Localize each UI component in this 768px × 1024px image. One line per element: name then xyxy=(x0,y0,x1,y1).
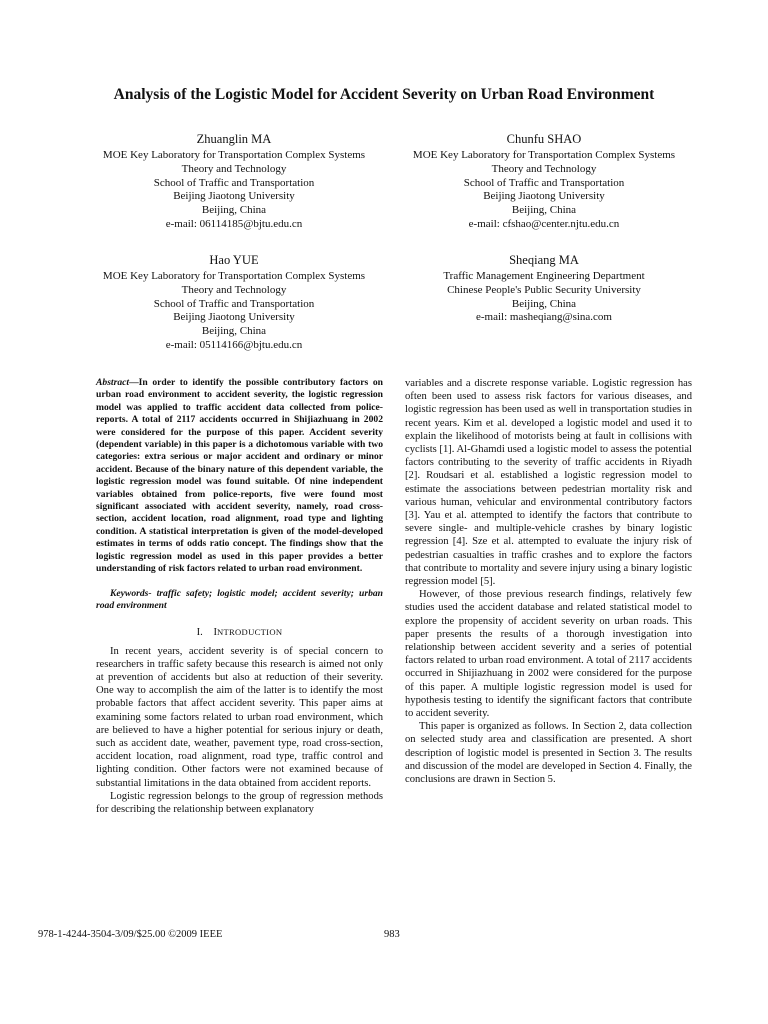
section-heading xyxy=(96,626,383,639)
body-paragraph: However, of those previous research findings, relatively few studies used the accident database and related statistical model to explore the propensity of accident severity on urban roads. This paper presents the results of a thorough investigation into relationship between accident severity and a series of potential factors related to urban road environment. A total of 2117 accidents occurred in Shijiazhuang in 2002 were considered for the purpose of this paper. A multiple logistic regression model is used for hypothesis testing to identify the significant factors that contribute to accident severity. xyxy=(405,589,692,720)
author-affiliation-line: Beijing Jiaotong University xyxy=(173,311,295,324)
author-affiliation-line: Theory and Technology xyxy=(181,283,287,296)
abstract-label: Abstract xyxy=(96,377,130,388)
author-block-1 xyxy=(84,131,384,232)
author-affiliation-line: Beijing, China xyxy=(201,325,267,338)
author-affiliation-line: Beijing Jiaotong University xyxy=(173,190,295,203)
section-title-initial: I xyxy=(213,627,217,639)
right-column xyxy=(405,377,692,786)
section-title-rest: NTRODUCTION xyxy=(216,627,283,638)
author-email: e-mail: cfshao@center.njtu.edu.cn xyxy=(468,217,620,230)
author-affiliation-line: MOE Key Laboratory for Transportation Complex Systems xyxy=(102,149,366,161)
author-name: Hao YUE xyxy=(209,253,259,267)
abstract xyxy=(96,377,383,576)
author-affiliation-line: Beijing, China xyxy=(511,204,577,217)
footer-isbn: 978-1-4244-3504-3/09/$25.00 ©2009 IEEE xyxy=(38,929,223,940)
page-number: 983 xyxy=(384,929,400,940)
author-affiliation-line: Traffic Management Engineering Department xyxy=(443,270,645,282)
body-paragraph: In recent years, accident severity is of special concern to researchers in traffic safety because this research is aimed not only at prevention of accidents but also at reduction of their severity. One way to accomplish the aim of the latter is to identify the most probable factors that affect accident severity. This paper aims at examining some factors related to urban road environment, which are believed to have a higher potential for serious injury or death, such as accident date, weather, pavement type, road cross-section, accident location, road alignment, road type, traffic control and lighting condition. Other factors were not examined because of substantial limitations in the data obtained from accident reports. xyxy=(96,645,383,789)
author-block-2 xyxy=(394,131,694,232)
author-email: e-mail: 05114166@bjtu.edu.cn xyxy=(165,338,303,351)
author-affiliation-line: Chinese People's Public Security University xyxy=(447,283,641,296)
paper-title: Analysis of the Logistic Model for Accident Severity on Urban Road Environment xyxy=(113,86,655,103)
body-paragraph: variables and a discrete response variable. Logistic regression has often been used to assess risk factors for various diseases, and logistic regression has been used as well in transportation studies in recent years. Kim et al. developed a logistic model and used it to explain the likelihood of motorists being at fault in collisions with cyclists [1]. Al-Ghamdi used a logistic model to assess the potential factors contributing to the severity of traffic accidents in Riyadh [2]. Roudsari et al. established a logistic regression model to estimate the associations between pedestrian mortality risk and various human, vehicular and environmental contributory factors [3]. Yau et al. attempted to identify the factors that contribute to severe single- and multiple-vehicle crashes by binary logistic regression [4]. Sze et al. attempted to evaluate the injury risk of pedestrian casualties in traffic crashes and to explore the factors that contribute to mortality and severe injury using a binary logistic regression model [5]. xyxy=(405,378,692,588)
author-name: Zhuanglin MA xyxy=(196,132,272,146)
author-affiliation-line: Beijing, China xyxy=(511,297,577,310)
author-name: Chunfu SHAO xyxy=(506,132,582,146)
body-paragraph: Logistic regression belongs to the group of regression methods for describing the relationship between explanatory xyxy=(96,790,383,815)
author-affiliation-line: Beijing, China xyxy=(201,204,267,217)
author-name: Sheqiang MA xyxy=(509,253,579,267)
author-block-4 xyxy=(394,252,694,325)
author-affiliation-line: Theory and Technology xyxy=(181,162,287,175)
author-affiliation-line: Beijing Jiaotong University xyxy=(483,190,605,203)
body-paragraph: This paper is organized as follows. In Section 2, data collection on selected study area and classification are presented. A short description of logistic model is presented in Section 3. The results and discussion of the model are developed in Section 4. Finally, the conclusions are drawn in Section 5. xyxy=(405,721,692,786)
author-affiliation-line: MOE Key Laboratory for Transportation Complex Systems xyxy=(412,149,676,161)
author-email: e-mail: 06114185@bjtu.edu.cn xyxy=(165,217,303,230)
author-affiliation-line: School of Traffic and Transportation xyxy=(463,176,625,189)
author-affiliation-line: School of Traffic and Transportation xyxy=(153,297,315,310)
author-affiliation-line: Theory and Technology xyxy=(491,162,597,175)
author-affiliation-line: School of Traffic and Transportation xyxy=(153,176,315,189)
keywords: Keywords- traffic safety; logistic model; accident severity; urban road environment xyxy=(96,587,383,611)
author-email: e-mail: masheqiang@sina.com xyxy=(476,311,612,324)
abstract-text: —In order to identify the possible contributory factors on urban road environment to accident severity, the logistic regression model was applied to traffic accident data collected from police-reports. A total of 2117 accidents occurred in Shijiazhuang in 2002 were considered for the purpose of this paper. Accident severity (dependent variable) in this paper is a dichotomous variable with two categories: extra serious or major accident and ordinary or minor accident. Because of the binary nature of this dependent variable, the logistic regression model was found suitable. Of nine independent variables obtained from police-reports, five were found most significant associated with accident severity, namely, road cross-section, accident location, road alignment, road type and lighting condition. A statistical interpretation is given of the model-developed estimates in terms of odds ratio concept. The findings show that the logistic regression model as used in this paper provides a better understanding of risk factors related to urban road environment. xyxy=(96,377,383,575)
left-column xyxy=(96,377,383,816)
section-number: I. xyxy=(196,627,203,639)
author-affiliation-line: MOE Key Laboratory for Transportation Complex Systems xyxy=(102,270,366,282)
author-block-3 xyxy=(84,252,384,353)
